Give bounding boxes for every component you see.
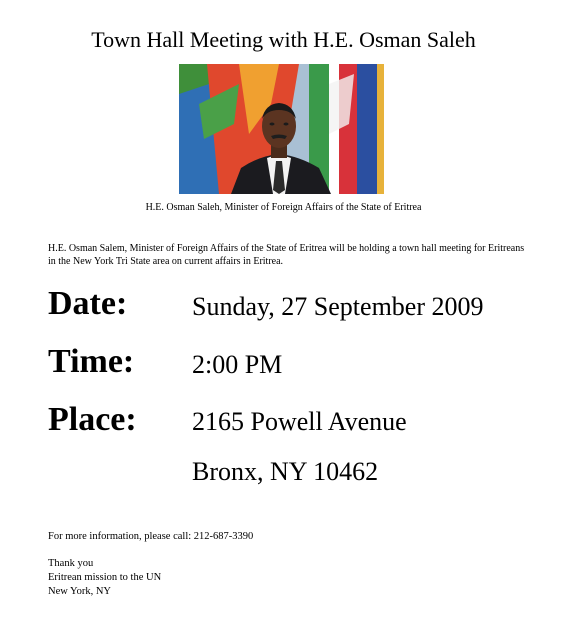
contact-info: For more information, please call: 212-687-3390 [48,531,254,542]
time-label: Time: [48,343,135,380]
signoff-location: New York, NY [48,586,112,597]
place-address-line2: Bronx, NY 10462 [192,457,379,486]
minister-photo [179,64,384,194]
date-value: Sunday, 27 September 2009 [192,292,484,321]
signoff-organization: Eritrean mission to the UN [48,572,162,583]
place-address-line1: 2165 Powell Avenue [192,407,407,436]
photo-caption: H.E. Osman Saleh, Minister of Foreign Affairs of the State of Eritrea [145,202,422,213]
place-label: Place: [48,401,137,438]
signoff-thank-you: Thank you [48,558,94,569]
date-label: Date: [48,285,128,322]
time-value: 2:00 PM [192,350,283,379]
page-title: Town Hall Meeting with H.E. Osman Saleh [91,27,476,52]
intro-paragraph: H.E. Osman Salem, Minister of Foreign Affairs of the State of Eritrea will be holding a town hall meeting for Eritreans in the New York Tri State area on current affairs in Eritrea. [48,243,525,267]
